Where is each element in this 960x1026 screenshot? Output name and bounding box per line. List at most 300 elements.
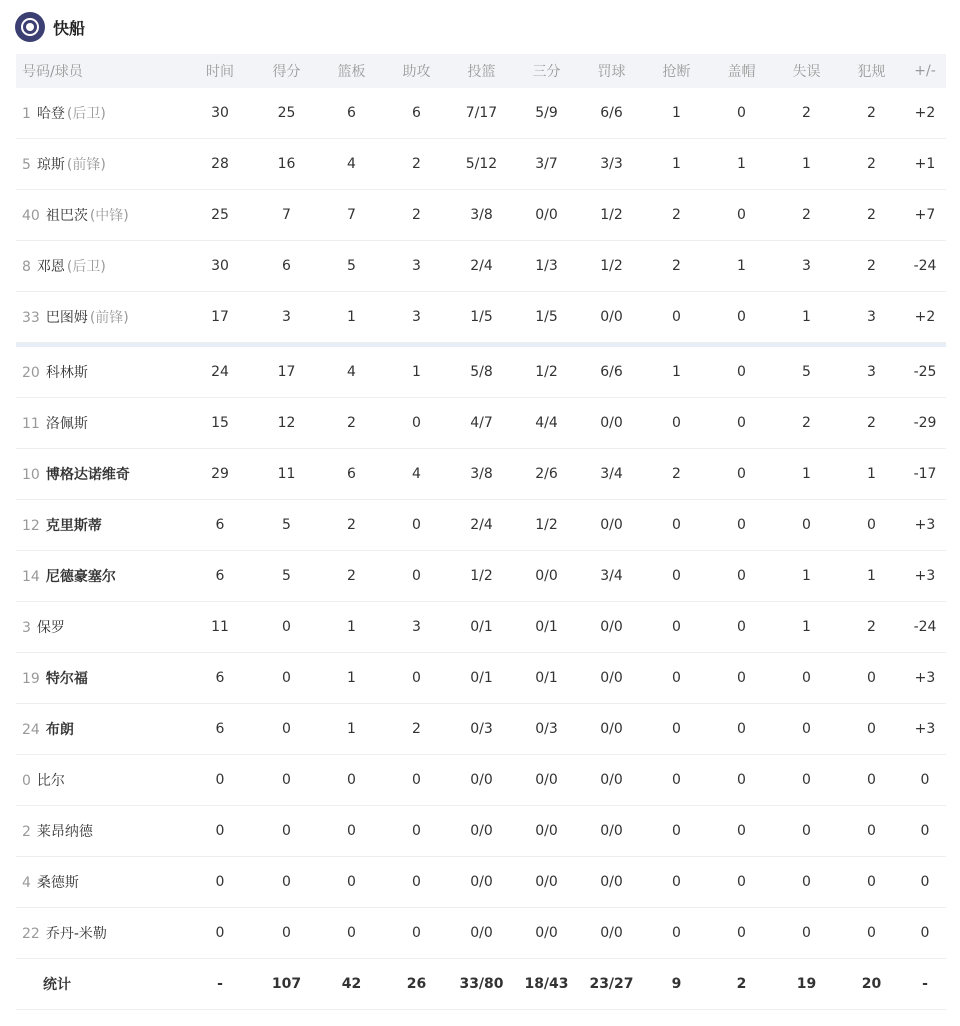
player-number: 24 xyxy=(22,722,40,738)
stat-cell: 0 xyxy=(384,806,449,857)
stat-cell: 4 xyxy=(384,449,449,500)
column-header: +/- xyxy=(904,54,946,88)
team-name: 快船 xyxy=(53,18,86,38)
stat-cell: 1 xyxy=(319,653,384,704)
player-position: (后卫) xyxy=(66,106,106,122)
stat-cell: 3/7 xyxy=(514,139,579,190)
stat-cell: 1/2 xyxy=(514,347,579,398)
stat-cell: 4/4 xyxy=(514,398,579,449)
stat-cell: 1 xyxy=(644,139,709,190)
player-row xyxy=(16,551,946,602)
stat-cell: +2 xyxy=(904,88,946,139)
player-cell xyxy=(16,551,186,602)
stat-cell: 1 xyxy=(839,449,904,500)
stat-cell: 0 xyxy=(839,908,904,959)
stat-cell: +7 xyxy=(904,190,946,241)
player-row xyxy=(16,88,946,139)
stat-cell: 6 xyxy=(319,449,384,500)
stat-cell: 0 xyxy=(774,908,839,959)
player-row xyxy=(16,602,946,653)
player-cell xyxy=(16,398,186,449)
total-stat-cell: 107 xyxy=(254,959,319,1010)
stat-cell: +2 xyxy=(904,292,946,343)
stat-cell: 2 xyxy=(384,190,449,241)
stat-cell: 2 xyxy=(384,704,449,755)
stat-cell: 0/0 xyxy=(449,908,514,959)
stat-cell: 5 xyxy=(254,551,319,602)
player-cell xyxy=(16,602,186,653)
player-name: 祖巴茨 xyxy=(45,208,88,224)
stat-cell: 0/0 xyxy=(514,190,579,241)
stat-cell: 0 xyxy=(384,908,449,959)
column-header: 投篮 xyxy=(449,54,514,88)
column-header: 抢断 xyxy=(644,54,709,88)
stat-cell: 17 xyxy=(186,292,254,343)
stat-cell: 2 xyxy=(839,602,904,653)
player-name: 保罗 xyxy=(36,620,65,636)
player-row xyxy=(16,908,946,959)
stat-cell: 0 xyxy=(839,755,904,806)
stat-cell: 1 xyxy=(319,292,384,343)
stat-cell: 1 xyxy=(644,347,709,398)
stat-cell: 2 xyxy=(644,449,709,500)
player-number: 1 xyxy=(22,106,31,122)
stat-cell: 0 xyxy=(644,806,709,857)
player-name: 特尔福 xyxy=(45,671,88,687)
player-cell xyxy=(16,139,186,190)
stat-cell: 0 xyxy=(254,908,319,959)
stat-cell: 0 xyxy=(709,398,774,449)
stat-cell: 1 xyxy=(709,241,774,292)
stat-cell: -24 xyxy=(904,241,946,292)
stat-cell: 0 xyxy=(186,806,254,857)
total-stat-cell: 42 xyxy=(319,959,384,1010)
player-row xyxy=(16,806,946,857)
column-header: 号码/球员 xyxy=(16,54,186,88)
stat-cell: 1 xyxy=(384,347,449,398)
stat-cell: 7 xyxy=(319,190,384,241)
stat-cell: 25 xyxy=(254,88,319,139)
stat-cell: 0 xyxy=(186,755,254,806)
stat-cell: 3 xyxy=(384,241,449,292)
total-stat-cell: - xyxy=(186,959,254,1010)
player-number: 8 xyxy=(22,259,31,275)
stat-cell: 1/2 xyxy=(579,190,644,241)
stat-cell: 3 xyxy=(774,241,839,292)
stat-cell: 3/8 xyxy=(449,449,514,500)
stat-cell: 6 xyxy=(186,653,254,704)
player-row xyxy=(16,653,946,704)
stat-cell: 0/0 xyxy=(579,292,644,343)
player-name: 布朗 xyxy=(45,722,74,738)
stat-cell: 0 xyxy=(319,755,384,806)
stat-cell: 0 xyxy=(904,908,946,959)
column-header: 时间 xyxy=(186,54,254,88)
stat-cell: 1 xyxy=(774,292,839,343)
stat-cell: 7/17 xyxy=(449,88,514,139)
stat-cell: 6 xyxy=(186,500,254,551)
player-row xyxy=(16,449,946,500)
stat-cell: 0 xyxy=(774,500,839,551)
stat-cell: 0 xyxy=(644,755,709,806)
player-number: 14 xyxy=(22,569,40,585)
stat-cell: 16 xyxy=(254,139,319,190)
stat-cell: 0/0 xyxy=(579,908,644,959)
stat-cell: 2 xyxy=(774,398,839,449)
stat-cell: 2 xyxy=(839,398,904,449)
stat-cell: 0 xyxy=(644,653,709,704)
stat-cell: 0/0 xyxy=(514,551,579,602)
stat-cell: 0 xyxy=(644,292,709,343)
stat-cell: -24 xyxy=(904,602,946,653)
stat-cell: 7 xyxy=(254,190,319,241)
player-number: 40 xyxy=(22,208,40,224)
column-header: 失误 xyxy=(774,54,839,88)
stat-cell: 1 xyxy=(774,551,839,602)
player-number: 33 xyxy=(22,310,40,326)
total-stat-cell: 9 xyxy=(644,959,709,1010)
stat-cell: 0 xyxy=(839,806,904,857)
total-stat-cell: 2 xyxy=(709,959,774,1010)
stat-cell: 0/0 xyxy=(579,755,644,806)
player-row xyxy=(16,398,946,449)
stat-cell: 0 xyxy=(709,755,774,806)
stat-cell: 1/5 xyxy=(449,292,514,343)
stat-cell: +3 xyxy=(904,500,946,551)
stat-cell: 2 xyxy=(319,398,384,449)
stat-cell: 4 xyxy=(319,347,384,398)
stat-cell: 0 xyxy=(319,806,384,857)
stat-cell: 0 xyxy=(254,602,319,653)
stat-cell: 0 xyxy=(709,806,774,857)
stat-cell: 0/0 xyxy=(514,857,579,908)
stat-cell: 0 xyxy=(644,704,709,755)
column-header: 助攻 xyxy=(384,54,449,88)
stat-cell: 0/1 xyxy=(449,653,514,704)
stat-cell: 0 xyxy=(709,857,774,908)
stat-cell: 0 xyxy=(904,806,946,857)
stat-cell: 3 xyxy=(839,347,904,398)
stat-cell: 2 xyxy=(839,241,904,292)
stat-cell: 0 xyxy=(384,755,449,806)
stat-cell: 0 xyxy=(709,653,774,704)
player-cell xyxy=(16,653,186,704)
player-number: 12 xyxy=(22,518,40,534)
player-name: 巴图姆 xyxy=(45,310,88,326)
stat-cell: 0 xyxy=(254,704,319,755)
player-row xyxy=(16,347,946,398)
stat-cell: 12 xyxy=(254,398,319,449)
stat-cell: 0/0 xyxy=(514,908,579,959)
stat-cell: 1/2 xyxy=(449,551,514,602)
stat-cell: 2/4 xyxy=(449,241,514,292)
player-cell xyxy=(16,755,186,806)
stat-cell: 5/8 xyxy=(449,347,514,398)
stat-cell: 4 xyxy=(319,139,384,190)
stat-cell: 3 xyxy=(384,292,449,343)
stat-cell: 6 xyxy=(319,88,384,139)
player-number: 4 xyxy=(22,875,31,891)
stat-cell: 0 xyxy=(709,449,774,500)
player-position: (后卫) xyxy=(66,259,106,275)
player-number: 2 xyxy=(22,824,31,840)
stat-cell: 0 xyxy=(384,653,449,704)
stat-cell: 0 xyxy=(709,908,774,959)
team-logo-icon xyxy=(15,12,45,42)
stat-cell: 0 xyxy=(774,653,839,704)
stat-cell: 0/0 xyxy=(449,806,514,857)
stat-cell: 25 xyxy=(186,190,254,241)
player-name: 邓恩 xyxy=(36,259,65,275)
stat-cell: 2 xyxy=(644,241,709,292)
stat-cell: 3/8 xyxy=(449,190,514,241)
stat-cell: 0/1 xyxy=(514,602,579,653)
team-header xyxy=(15,10,85,44)
stat-cell: 0 xyxy=(709,551,774,602)
total-stat-cell: 33/80 xyxy=(449,959,514,1010)
stat-cell: 0/1 xyxy=(449,602,514,653)
stat-cell: 0 xyxy=(254,653,319,704)
stat-cell: 2/4 xyxy=(449,500,514,551)
column-header: 犯规 xyxy=(839,54,904,88)
player-cell xyxy=(16,857,186,908)
stat-cell: 0 xyxy=(644,398,709,449)
player-position: (前锋) xyxy=(66,157,106,173)
stat-cell: +3 xyxy=(904,653,946,704)
stat-cell: 0/0 xyxy=(449,755,514,806)
stat-cell: 1 xyxy=(644,88,709,139)
stat-cell: -17 xyxy=(904,449,946,500)
stat-cell: 1 xyxy=(839,551,904,602)
box-score-table xyxy=(16,54,946,1010)
column-header: 三分 xyxy=(514,54,579,88)
stat-cell: 2 xyxy=(839,88,904,139)
stat-cell: 0 xyxy=(709,190,774,241)
stat-cell: 30 xyxy=(186,241,254,292)
player-name: 洛佩斯 xyxy=(45,416,88,432)
stat-cell: 0 xyxy=(709,704,774,755)
stat-cell: 0 xyxy=(644,908,709,959)
player-name: 尼德豪塞尔 xyxy=(45,569,116,585)
stat-cell: 0/0 xyxy=(579,500,644,551)
stat-cell: 0/0 xyxy=(579,704,644,755)
stat-cell: 2 xyxy=(774,190,839,241)
stat-cell: -25 xyxy=(904,347,946,398)
stat-cell: 2 xyxy=(319,551,384,602)
stat-cell: 1/3 xyxy=(514,241,579,292)
stat-cell: 5 xyxy=(319,241,384,292)
stat-cell: 0 xyxy=(254,806,319,857)
stat-cell: 6 xyxy=(186,704,254,755)
stat-cell: 3 xyxy=(384,602,449,653)
stat-cell: 0 xyxy=(384,857,449,908)
stat-cell: 1 xyxy=(709,139,774,190)
stat-cell: 1 xyxy=(774,449,839,500)
total-stat-cell: 18/43 xyxy=(514,959,579,1010)
stat-cell: 0 xyxy=(384,398,449,449)
stat-cell: 0 xyxy=(384,551,449,602)
player-cell xyxy=(16,190,186,241)
stat-cell: 0 xyxy=(254,857,319,908)
stat-cell: 3/4 xyxy=(579,551,644,602)
player-number: 11 xyxy=(22,416,40,432)
stat-cell: 1/2 xyxy=(514,500,579,551)
stat-cell: 24 xyxy=(186,347,254,398)
player-row xyxy=(16,139,946,190)
totals-label: 统计 xyxy=(16,959,186,1010)
stat-cell: 3/4 xyxy=(579,449,644,500)
stat-cell: 0/0 xyxy=(514,755,579,806)
player-name: 莱昂纳德 xyxy=(36,824,93,840)
stat-cell: 0 xyxy=(644,500,709,551)
player-row xyxy=(16,190,946,241)
stat-cell: 0 xyxy=(186,857,254,908)
player-name: 比尔 xyxy=(36,773,65,789)
stat-cell: 11 xyxy=(186,602,254,653)
stat-cell: 30 xyxy=(186,88,254,139)
stat-cell: 6 xyxy=(254,241,319,292)
stat-cell: 0 xyxy=(709,347,774,398)
column-header: 得分 xyxy=(254,54,319,88)
column-header: 篮板 xyxy=(319,54,384,88)
player-name: 乔丹-米勒 xyxy=(45,926,107,942)
totals-row xyxy=(16,959,946,1010)
player-cell xyxy=(16,704,186,755)
stat-cell: 0/0 xyxy=(449,857,514,908)
stat-cell: 0 xyxy=(709,500,774,551)
stat-cell: 28 xyxy=(186,139,254,190)
stat-cell: 0/0 xyxy=(579,857,644,908)
stat-cell: 0 xyxy=(319,857,384,908)
stat-cell: 0 xyxy=(644,857,709,908)
stat-cell: 2 xyxy=(774,88,839,139)
stat-cell: 2/6 xyxy=(514,449,579,500)
player-name: 琼斯 xyxy=(36,157,65,173)
player-number: 19 xyxy=(22,671,40,687)
player-position: (前锋) xyxy=(89,310,129,326)
total-stat-cell: 20 xyxy=(839,959,904,1010)
player-cell xyxy=(16,908,186,959)
stat-cell: 1/5 xyxy=(514,292,579,343)
player-number: 0 xyxy=(22,773,31,789)
stat-cell: 0 xyxy=(839,704,904,755)
player-number: 3 xyxy=(22,620,31,636)
player-row xyxy=(16,500,946,551)
player-cell xyxy=(16,88,186,139)
stat-cell: 0/0 xyxy=(579,602,644,653)
player-cell xyxy=(16,806,186,857)
player-number: 10 xyxy=(22,467,40,483)
stat-cell: 1 xyxy=(774,602,839,653)
total-stat-cell: 26 xyxy=(384,959,449,1010)
stat-cell: 17 xyxy=(254,347,319,398)
stat-cell: +1 xyxy=(904,139,946,190)
stat-cell: 5 xyxy=(774,347,839,398)
stat-cell: 0/0 xyxy=(579,806,644,857)
stat-cell: 3/3 xyxy=(579,139,644,190)
stat-cell: -29 xyxy=(904,398,946,449)
stat-cell: 2 xyxy=(644,190,709,241)
stat-cell: 0 xyxy=(186,908,254,959)
stat-cell: 0/0 xyxy=(579,398,644,449)
player-name: 博格达诺维奇 xyxy=(45,467,130,483)
stat-cell: 0 xyxy=(839,857,904,908)
stat-cell: 0/0 xyxy=(514,806,579,857)
player-name: 哈登 xyxy=(36,106,65,122)
total-stat-cell: 19 xyxy=(774,959,839,1010)
stat-cell: 5/9 xyxy=(514,88,579,139)
stat-cell: 5 xyxy=(254,500,319,551)
stat-cell: 5/12 xyxy=(449,139,514,190)
stat-cell: 2 xyxy=(384,139,449,190)
stat-cell: 3 xyxy=(254,292,319,343)
stat-cell: 1 xyxy=(319,704,384,755)
stat-cell: 0 xyxy=(839,500,904,551)
player-number: 5 xyxy=(22,157,31,173)
player-row xyxy=(16,704,946,755)
player-cell xyxy=(16,449,186,500)
stat-cell: 0 xyxy=(904,857,946,908)
stat-cell: 0 xyxy=(774,857,839,908)
stat-cell: 1 xyxy=(774,139,839,190)
stat-cell: 2 xyxy=(319,500,384,551)
player-position: (中锋) xyxy=(89,208,129,224)
stat-cell: +3 xyxy=(904,551,946,602)
player-number: 22 xyxy=(22,926,40,942)
stat-cell: 0 xyxy=(319,908,384,959)
stat-cell: 1/2 xyxy=(579,241,644,292)
stat-cell: 3 xyxy=(839,292,904,343)
player-cell xyxy=(16,292,186,343)
stat-cell: 0 xyxy=(904,755,946,806)
stat-cell: 15 xyxy=(186,398,254,449)
stat-cell: 6/6 xyxy=(579,347,644,398)
stat-cell: +3 xyxy=(904,704,946,755)
total-stat-cell: - xyxy=(904,959,946,1010)
player-name: 科林斯 xyxy=(45,365,88,381)
stat-cell: 0 xyxy=(254,755,319,806)
stat-cell: 6 xyxy=(384,88,449,139)
stat-cell: 0 xyxy=(709,292,774,343)
stat-cell: 0 xyxy=(774,755,839,806)
total-stat-cell: 23/27 xyxy=(579,959,644,1010)
column-header: 罚球 xyxy=(579,54,644,88)
stat-cell: 0 xyxy=(709,88,774,139)
stat-cell: 0 xyxy=(644,602,709,653)
player-cell xyxy=(16,241,186,292)
stat-cell: 0/0 xyxy=(579,653,644,704)
stat-cell: 2 xyxy=(839,139,904,190)
table-header-row xyxy=(16,54,946,88)
stat-cell: 6/6 xyxy=(579,88,644,139)
player-row xyxy=(16,241,946,292)
stat-cell: 0/3 xyxy=(449,704,514,755)
stat-cell: 0 xyxy=(774,806,839,857)
player-row xyxy=(16,755,946,806)
player-number: 20 xyxy=(22,365,40,381)
player-cell xyxy=(16,500,186,551)
player-row xyxy=(16,857,946,908)
stat-cell: 4/7 xyxy=(449,398,514,449)
stat-cell: 0 xyxy=(709,602,774,653)
stat-cell: 0 xyxy=(774,704,839,755)
stat-cell: 0 xyxy=(839,653,904,704)
stat-cell: 6 xyxy=(186,551,254,602)
stat-cell: 0/1 xyxy=(514,653,579,704)
stat-cell: 0/3 xyxy=(514,704,579,755)
player-row xyxy=(16,292,946,343)
player-cell xyxy=(16,347,186,398)
